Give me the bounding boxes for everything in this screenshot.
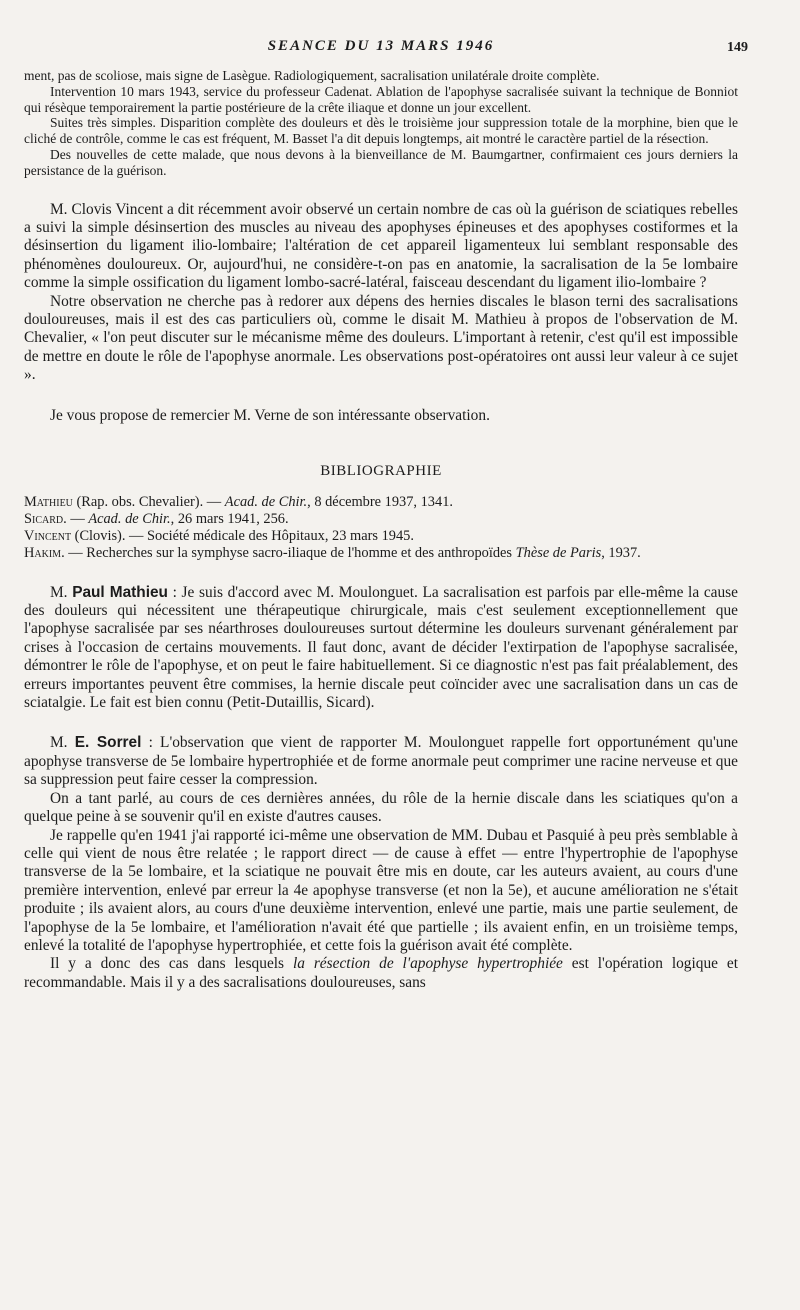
page-header xyxy=(24,34,748,60)
entry-text: . — Recherches sur la symphyse sacro-iliaque de l'homme et des anthropoïdes xyxy=(61,544,516,561)
paragraph xyxy=(24,584,738,713)
entry-text: (Rap. obs. Chevalier). — xyxy=(72,493,225,510)
discussion-vincent xyxy=(24,201,738,385)
discussion-sorrel xyxy=(24,734,738,992)
paragraph: Intervention 10 mars 1943, service du professeur Cadenat. Ablation de l'apophyse sacralisée suivant la technique de Bonniot qui résèque temporairement la partie postérieure de la crête iliaque et donne un jour excellent. xyxy=(24,83,738,115)
emphasis: la résection de l'apophyse hypertrophiée xyxy=(292,955,563,973)
author: Vincent xyxy=(24,527,72,544)
paragraph xyxy=(24,955,738,992)
paragraph: Des nouvelles de cette malade, que nous devons à la bienveillance de M. Baumgartner, confirmaient ces jours derniers la persistance de la guérison. xyxy=(24,146,738,178)
paragraph: M. Clovis Vincent a dit récemment avoir observé un certain nombre de cas où la guérison de sciatiques rebelles a suivi la simple désinsertion des muscles au niveau des apophyses épineuses et des apophyses costiformes et la désinsertion du ligament ilio-lombaire; l'altération de cet appareil ligamenteux lui semblant responsable des phénomènes douloureux. Or, aujourd'hui, ne considère-t-on pas en anatomie, la sacralisation de la 5e lombaire comme la simple ossification du ligament lombo-sacré-latéral, faisceau descendant du ligament ilio-lombaire ? xyxy=(24,200,738,292)
bibliography-entry xyxy=(24,528,738,545)
speaker-prefix: M. xyxy=(50,583,73,601)
running-title: SEANCE DU 13 MARS 1946 xyxy=(267,38,495,54)
speech-text: Il y a donc des cas dans lesquels xyxy=(50,955,293,973)
discussion-mathieu xyxy=(24,584,738,713)
journal: Acad. de Chir. xyxy=(224,493,308,510)
bibliography-entry xyxy=(24,511,738,528)
paragraph xyxy=(24,734,738,789)
paragraph: On a tant parlé, au cours de ces dernières années, du rôle de la hernie discale dans les sciatiques qu'on a quelque peine à se souvenir qu'il en existe d'autres causes. xyxy=(24,789,738,826)
paragraph: Suites très simples. Disparition complète des douleurs et dès le troisième jour suppression totale de la morphine, bien que le cliché de contrôle, comme le cas est fréquent, M. Basset l'a dit depuis longtemps, ait montré le caractère partiel de la résection. xyxy=(24,115,738,147)
author: Sicard xyxy=(24,510,64,527)
bibliography-entry xyxy=(24,494,738,511)
page xyxy=(24,34,748,992)
paragraph: Je rappelle qu'en 1941 j'ai rapporté ici-même une observation de MM. Dubau et Pasquié à peu près semblable à celle qui vient de nous être relatée ; le rapport direct — de cause à effet — entre l'hypertrophie de l'apophyse transverse de la 5e lombaire, et la sciatique ne pouvait être mis en doute, car les auteurs avaient, au cours d'une première intervention, enlevé par erreur la 4e apophyse transverse (et non la 5e), et aucune amélioration ne s'était produite ; ils avaient alors, au cours d'une deuxième intervention, enlevé une partie, mais une partie seulement, de l'apophyse de la 5e lombaire, et l'amélioration n'avait été que partielle ; ils avaient enfin, en un troisième temps, enlevé la totalité de l'apophyse hypertrophiée, et cette fois la guérison avait été complète. xyxy=(24,826,738,954)
author: Mathieu xyxy=(24,493,73,510)
entry-text: (Clovis). — Société médicale des Hôpitaux, 23 mars 1945. xyxy=(71,527,414,544)
entry-text: , 8 décembre 1937, 1341. xyxy=(307,493,453,510)
entry-text: , 26 mars 1941, 256. xyxy=(170,510,289,527)
entry-text: , 1937. xyxy=(601,544,641,561)
case-report xyxy=(24,68,738,179)
bibliography-entry xyxy=(24,545,738,562)
entry-text: . — xyxy=(63,510,89,527)
bibliography xyxy=(24,494,738,562)
speech-text: : L'observation que vient de rapporter M. Moulonguet rappelle fort opportunément qu'une apophyse transverse de 5e lombaire hypertrophiée et de forme anormale peut comprimer une racine nerveuse et que sa suppression peut faire cesser la compression. xyxy=(24,734,738,789)
closing-statement: Je vous propose de remercier M. Verne de son intéressante observation. xyxy=(50,406,490,424)
page-number: 149 xyxy=(727,40,748,55)
speaker-name: Paul Mathieu xyxy=(72,583,168,601)
speech-text: est l'opération logique et recommandable. Mais il y a des sacralisations douloureuses, sans xyxy=(24,955,738,991)
bibliography-title: BIBLIOGRAPHIE xyxy=(320,462,442,479)
speaker-prefix: M. xyxy=(50,734,75,752)
speaker-name: E. Sorrel xyxy=(74,734,142,752)
paragraph: Notre observation ne cherche pas à redorer aux dépens des hernies discales le blason terni des sacralisations douloureuses, mais il est des cas particuliers où, comme le disait M. Mathieu à propos de l'observation de M. Chevalier, « l'on peut discuter sur le mécanisme même des douleurs. L'important à retenir, c'est qu'il est impossible de mettre en doute le rôle de l'apophyse anormale. Les observations post-opératoires ont aussi leur valeur à ce sujet ». xyxy=(24,292,738,384)
journal: Thèse de Paris xyxy=(515,544,602,561)
journal: Acad. de Chir. xyxy=(88,510,171,527)
paragraph: ment, pas de scoliose, mais signe de Lasègue. Radiologiquement, sacralisation unilatérale droite complète. xyxy=(24,68,600,83)
author: Hakim xyxy=(24,544,62,561)
speech-text: : Je suis d'accord avec M. Moulonguet. La sacralisation est parfois par elle-même la cause des douleurs qui nécessitent une thérapeutique chirurgicale, mais c'est seulement exceptionnellement que l'apophyse sacralisée par ses néarthroses douloureuses surtout détermine les douleurs survenant généralement par crises à l'occasion de certains mouvements. Il faut donc, avant de décider l'extirpation de l'apophyse sacralisée, démontrer le rôle de l'apophyse, et on peut le faire habituellement. Si ce diagnostic n'est pas fait préalablement, des erreurs importantes peuvent être commises, la hernie discale peut coïncider avec une sacralisation dans un cas de sciatalgie. Le fait est bien connu (Petit-Dutaillis, Sicard). xyxy=(24,583,739,712)
